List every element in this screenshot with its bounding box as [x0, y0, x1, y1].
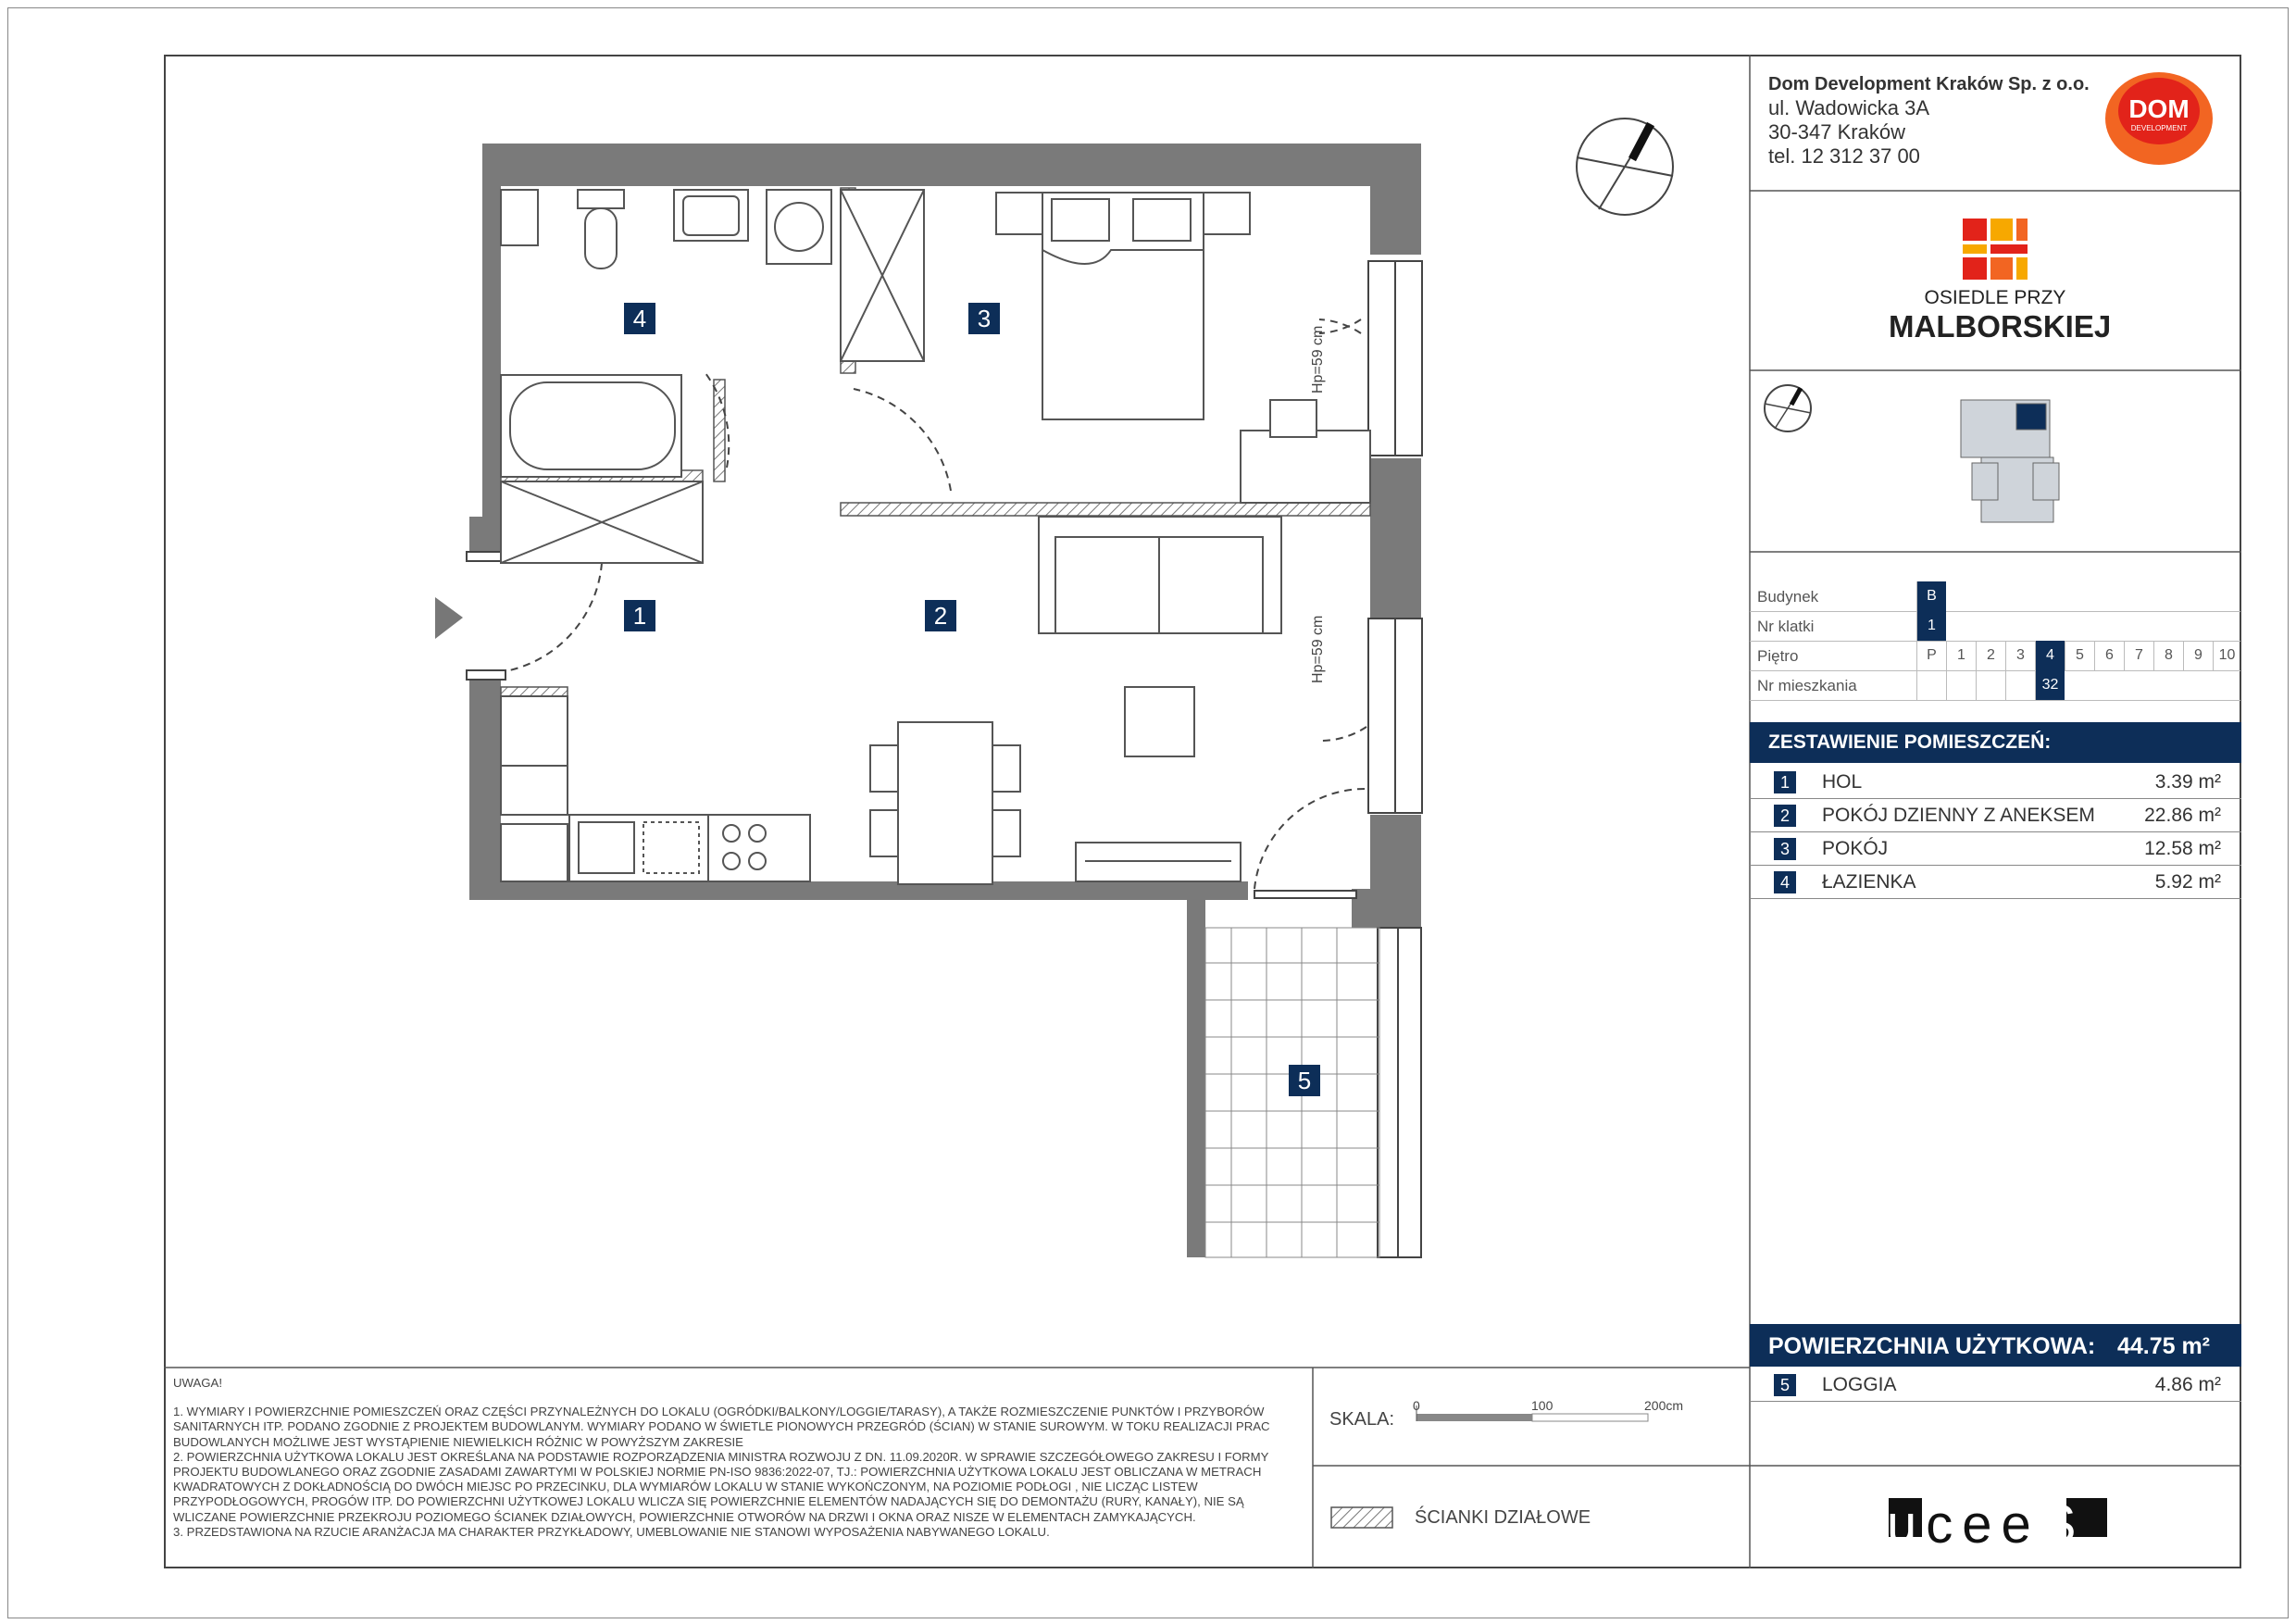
room-row — [1750, 766, 2241, 799]
room-badge-5: 5 — [1289, 1065, 1320, 1096]
room-area: 5.92 m² — [2154, 871, 2221, 893]
scale-tick-100: 100 — [1531, 1398, 1554, 1413]
entrance-arrow-icon — [435, 597, 463, 639]
ucees-letter: c — [1926, 1494, 1963, 1555]
logo-text: DOM — [2128, 94, 2190, 123]
room-num: 2 — [1774, 805, 1796, 827]
ucees-logo — [1887, 1493, 2085, 1555]
label-staircase: Nr klatki — [1757, 618, 1815, 635]
windows — [1368, 261, 1422, 1257]
row-staircase — [1750, 611, 2240, 642]
company-name: Dom Development Kraków Sp. z o.o. — [1768, 74, 2090, 94]
room-row — [1750, 832, 2241, 866]
floor-cell: 5 — [2065, 641, 2094, 670]
floor-cell: 7 — [2124, 641, 2153, 670]
room-row — [1750, 866, 2241, 899]
floor-cell-selected: 4 — [2035, 641, 2065, 670]
room-badge-1: 1 — [624, 600, 655, 631]
window-height-label-1: Hp=59 cm — [1310, 325, 1326, 394]
partition-legend-swatch — [1331, 1507, 1392, 1528]
room-num: 4 — [1774, 871, 1796, 893]
ucees-letter: e — [2001, 1494, 2040, 1555]
notes-block — [173, 1376, 1307, 1540]
floor-cell: P — [1916, 641, 1946, 670]
ucees-letter: e — [1962, 1494, 2002, 1555]
row-floor — [1750, 641, 2240, 671]
room-num: 3 — [1774, 838, 1796, 860]
ucees-letter: S — [2040, 1494, 2086, 1555]
row-apartment — [1750, 670, 2240, 701]
living-furniture — [870, 517, 1281, 884]
floor-cell: 6 — [2094, 641, 2124, 670]
room-num: 1 — [1774, 771, 1796, 793]
floor-cell: 10 — [2213, 641, 2240, 670]
compass-icon — [1577, 119, 1673, 215]
project-logo-icon — [1963, 219, 2028, 280]
room-row — [1750, 799, 2241, 832]
window-height-label-2: Hp=59 cm — [1310, 615, 1326, 683]
usable-area-value: 44.75 m² — [2116, 1333, 2210, 1359]
room-area: 3.39 m² — [2154, 771, 2221, 793]
room-num: 5 — [1774, 1374, 1796, 1396]
note-3: 3. PRZEDSTAWIONA NA RZUCIE ARANŻACJA MA CHARAKTER PRZYKŁADOWY, UMEBLOWANIE NIE STANOWI WYPOSAŻENIA NABYWANEGO LOKALU. — [173, 1524, 1050, 1539]
usable-area-label: POWIERZCHNIA UŻYTKOWA: — [1768, 1333, 2096, 1359]
apartment-value: 32 — [2035, 670, 2065, 700]
label-apartment: Nr mieszkania — [1757, 677, 1857, 694]
floor-cell: 9 — [2183, 641, 2213, 670]
room-name: ŁAZIENKA — [1822, 871, 1916, 893]
note-1: 1. WYMIARY I POWIERZCHNIE POMIESZCZEŃ ORAZ CZĘŚCI PRZYNALEŻNYCH DO LOKALU (OGRÓDKI/BALKONY/LOGGIE/TARASY), A TAKŻE ROZMIESZCZENIE PUNKTÓW I PRZYBORÓW SANITARNYCH ITP. PODANO ZGODNIE Z PROJEKTEM BUDOWLANYM. WYMIARY PODANO W ŚWIETLE PIONOWYCH PRZEGRÓD (ŚCIAN) W STANIE SUROWYM. W TOKU REALIZACJI PRAC BUDOWLANYCH MOŻLIWE JEST WYSTĄPIENIE NIEWIELKICH RÓŻNIC W POWYŻSZYM ZAKRESIE — [173, 1405, 1270, 1449]
room-badge-2: 2 — [925, 600, 956, 631]
ucees-letter: u — [1887, 1494, 1927, 1555]
label-building: Budynek — [1757, 588, 1819, 606]
scale-tick-0: 0 — [1413, 1398, 1420, 1413]
empty-cell — [2005, 670, 2035, 700]
note-2: 2. POWIERZCHNIA UŻYTKOWA LOKALU JEST OKREŚLANA NA PODSTAWIE ROZPORZĄDZENIA MINISTRA ROZWOJU Z DN. 11.09.2020R. W SPRAWIE SZCZEGÓŁOWEGO ZAKRESU I FORMY PROJEKTU BUDOWLANEGO ORAZ ZGODNIE ZASADAMI ZAWARTYMI W POLSKIEJ NORMIE PN-ISO 9836:2022-07, TJ.: POWIERZCHNIA UŻYTKOWA LOKALU JEST OBLICZANA W METRACH KWADRATOWYCH Z DOKŁADNOŚCIĄ DO DWÓCH MIEJSC PO PRZECINKU, DLA WYMIARÓW LOKALU W STANIE WYKOŃCZONYM, NA POZIOMIE PODŁOGI , NIE LICZĄC LISTEW PRZYPODŁOGOWYCH, PROGÓW ITP. DO POWIERZCHNI UŻYTKOWEJ LOKALU WLICZA SIĘ POWIERZCHNIE ELEMENTÓW NADAJĄCYCH SIĘ DO DEMONTAŻU (RURY, KANAŁY), NIE SĄ WLICZANE POWIERZCHNIE PRZEKROJU POZIOMEGO ŚCIANEK DZIAŁOWYCH, POWIERZCHNIE OTWORÓW NA DRZWI I OKNA ORAZ NISZE W ELEMENTACH ZAMYKAJĄCYCH. — [173, 1449, 1269, 1524]
partition-legend-label: ŚCIANKI DZIAŁOWE — [1415, 1507, 1591, 1528]
company-phone: tel. 12 312 37 00 — [1768, 144, 1920, 168]
logo-subtext: DEVELOPMENT — [2130, 124, 2188, 132]
room-name: HOL — [1822, 771, 1863, 793]
kitchen-units — [501, 696, 810, 881]
empty-cell — [1976, 670, 2005, 700]
room-area: 4.86 m² — [2154, 1374, 2221, 1395]
notes-title: UWAGA! — [173, 1376, 222, 1390]
company-street: ul. Wadowicka 3A — [1768, 96, 1930, 119]
rooms-header: ZESTAWIENIE POMIESZCZEŃ: — [1750, 722, 2241, 763]
room-name: LOGGIA — [1822, 1374, 1897, 1395]
key-plan-thumbnail — [1961, 400, 2059, 522]
floor-cell: 1 — [1946, 641, 1976, 670]
project-line1: OSIEDLE PRZY — [1924, 287, 2066, 308]
ucees-text — [1887, 1494, 2085, 1555]
project-line2: MALBORSKIEJ — [1889, 309, 2112, 344]
empty-cell — [1916, 670, 1946, 700]
room-badge-4: 4 — [624, 303, 655, 334]
floor-cell: 3 — [2005, 641, 2035, 670]
room-area: 12.58 m² — [2144, 838, 2221, 859]
room-name: POKÓJ DZIENNY Z ANEKSEM — [1822, 805, 2095, 826]
building-value: B — [1916, 581, 1946, 611]
floor-cell: 8 — [2153, 641, 2183, 670]
small-compass-icon — [1765, 385, 1811, 431]
company-info — [1768, 72, 2090, 169]
room-badge-3: 3 — [968, 303, 1000, 334]
scale-label: SKALA: — [1329, 1409, 1395, 1430]
room-area: 22.86 m² — [2144, 805, 2221, 826]
empty-cell — [1946, 670, 1976, 700]
extra-room-row — [1750, 1368, 2241, 1402]
company-city: 30-347 Kraków — [1768, 120, 1905, 144]
floor-cell: 2 — [1976, 641, 2005, 670]
scale-tick-200: 200cm — [1644, 1398, 1684, 1413]
staircase-value: 1 — [1916, 611, 1946, 641]
row-building — [1750, 581, 2240, 612]
room-name: POKÓJ — [1822, 838, 1889, 859]
label-floor: Piętro — [1757, 647, 1799, 665]
usable-area-bar — [1750, 1324, 2241, 1367]
structural-walls — [469, 144, 1421, 1257]
